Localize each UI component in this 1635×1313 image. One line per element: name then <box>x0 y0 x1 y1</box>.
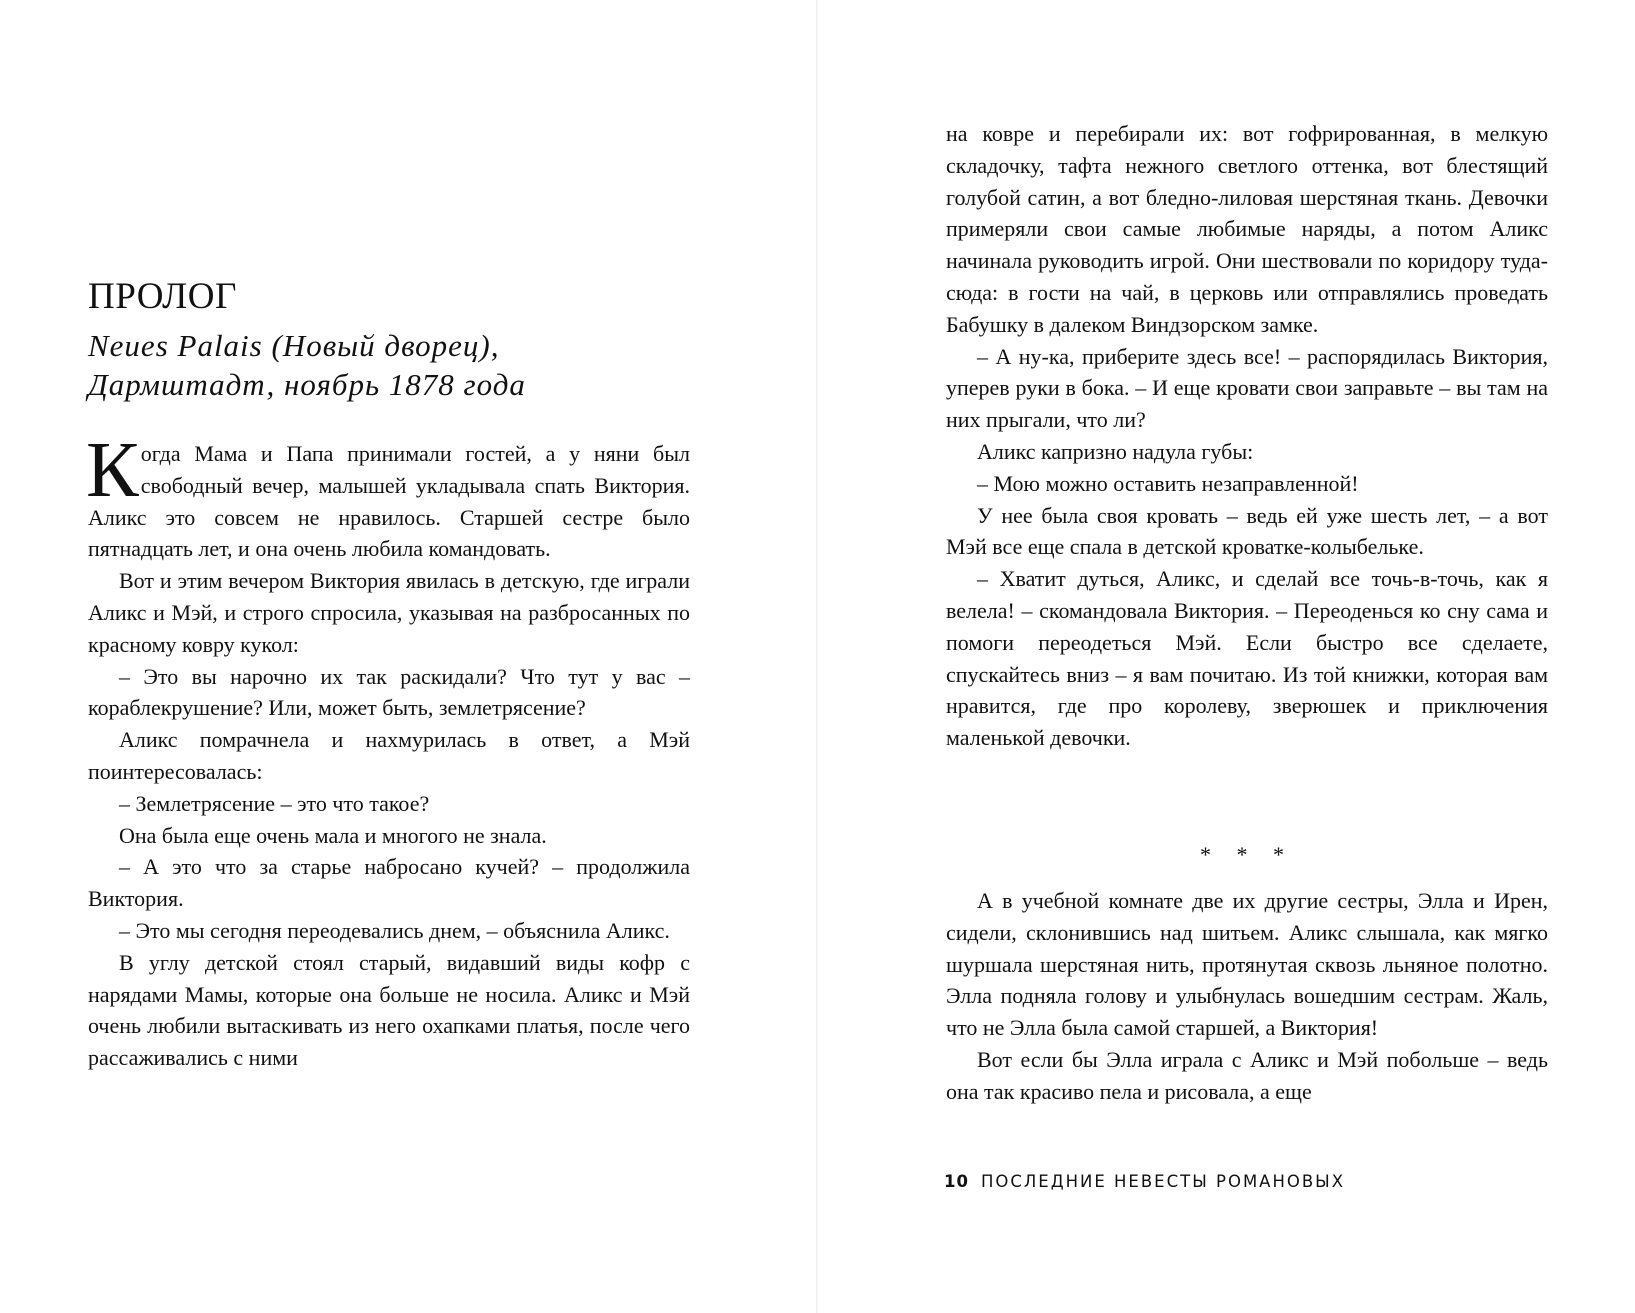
right-body-text-top <box>946 118 1548 754</box>
running-head: ПОСЛЕДНИЕ НЕВЕСТЫ РОМАНОВЫХ <box>980 1172 1346 1191</box>
paragraph: У нее была своя кровать – ведь ей уже шесть лет, – а вот Мэй все еще спала в детской кроватке-колыбельке. <box>946 502 1548 560</box>
left-body-text <box>86 427 690 1074</box>
chapter-title: ПРОЛОГ <box>88 276 237 317</box>
right-page-footer <box>944 1170 1345 1194</box>
section-break: * * * <box>1200 842 1294 867</box>
chapter-subtitle <box>88 326 688 404</box>
paragraph: – А это что за старье набросано кучей? – продолжила Виктория. <box>88 854 690 912</box>
paragraph: – Это мы сегодня переодевались днем, – объяснила Аликс. <box>119 917 670 943</box>
paragraph: – Землетрясение – это что такое? <box>119 790 430 816</box>
paragraph: – Это вы нарочно их так раскидали? Что тут у вас – кораблекрушение? Или, может быть, землетрясение? <box>88 663 690 721</box>
subtitle-line-1: Neues Palais (Новый дворец), <box>88 328 500 363</box>
paragraph: – А ну-ка, приберите здесь все! – распорядилась Виктория, уперев руки в бока. – И еще кровати свои заправьте – вы там на них прыгали, что ли? <box>946 343 1548 433</box>
paragraph <box>86 427 690 565</box>
paragraph: Она была еще очень мала и многого не знала. <box>119 822 547 848</box>
subtitle-line-2: Дармштадт, ноябрь 1878 года <box>88 367 526 402</box>
left-page <box>0 0 817 1313</box>
paragraph-text: огда Мама и Папа принимали гостей, а у няни был свободный вечер, малышей укладывала спать Виктория. Аликс это совсем не нравилось. Старшей сестре было пятнадцать лет, и она очень любила командовать. <box>88 441 690 562</box>
paragraph: Вот если бы Элла играла с Аликс и Мэй побольше – ведь она так красиво пела и рисовала, а еще <box>946 1046 1548 1104</box>
paragraph: – Хватит дуться, Аликс, и сделай все точь-в-точь, как я велела! – скомандовала Виктория. – Переоденься ко сну сама и помоги переодеться Мэй. Если быстро все сделаете, спускайтесь вниз – я вам почитаю. Из той книжки, которая вам нравится, где про королеву, зверюшек и приключения маленькой девочки. <box>946 566 1548 751</box>
paragraph: на ковре и перебирали их: вот гофрированная, в мелкую складочку, тафта нежного светлого оттенка, вот блестящий голубой сатин, а вот бледно-лиловая шерстяная ткань. Девочки примеряли свои самые любимые наряды, а потом Аликс начинала руководить игрой. Они шествовали по коридору туда-сюда: в гости на чай, в церковь или отправлялись проведать Бабушку в далеком Виндзорском замке. <box>946 121 1548 337</box>
paragraph: Аликс капризно надула губы: <box>977 438 1254 464</box>
drop-cap: К <box>86 427 139 514</box>
paragraph: В углу детской стоял старый, видавший виды кофр с нарядами Мамы, которые она больше не носила. Аликс и Мэй очень любили вытаскивать из него охапками платья, после чего рассаживались с ними <box>88 949 690 1071</box>
paragraph: Аликс помрачнела и нахмурилась в ответ, а Мэй поинтересовалась: <box>88 727 690 784</box>
paragraph: – Мою можно оставить незаправленной! <box>977 470 1359 496</box>
right-body-text-bottom <box>946 885 1548 1108</box>
paragraph: А в учебной комнате две их другие сестры, Элла и Ирен, сидели, склонившись над шитьем. Аликс слышала, как мягко шуршала шерстяная нить, протянутая сквозь льняное полотно. Элла подняла голову и улыбнулась вошедшим сестрам. Жаль, что не Элла была самой старшей, а Виктория! <box>946 888 1548 1041</box>
page-number: 10 <box>944 1172 969 1191</box>
paragraph: Вот и этим вечером Виктория явилась в детскую, где играли Аликс и Мэй, и строго спросила, указывая на разбросанных по красному ковру кукол: <box>88 568 690 657</box>
